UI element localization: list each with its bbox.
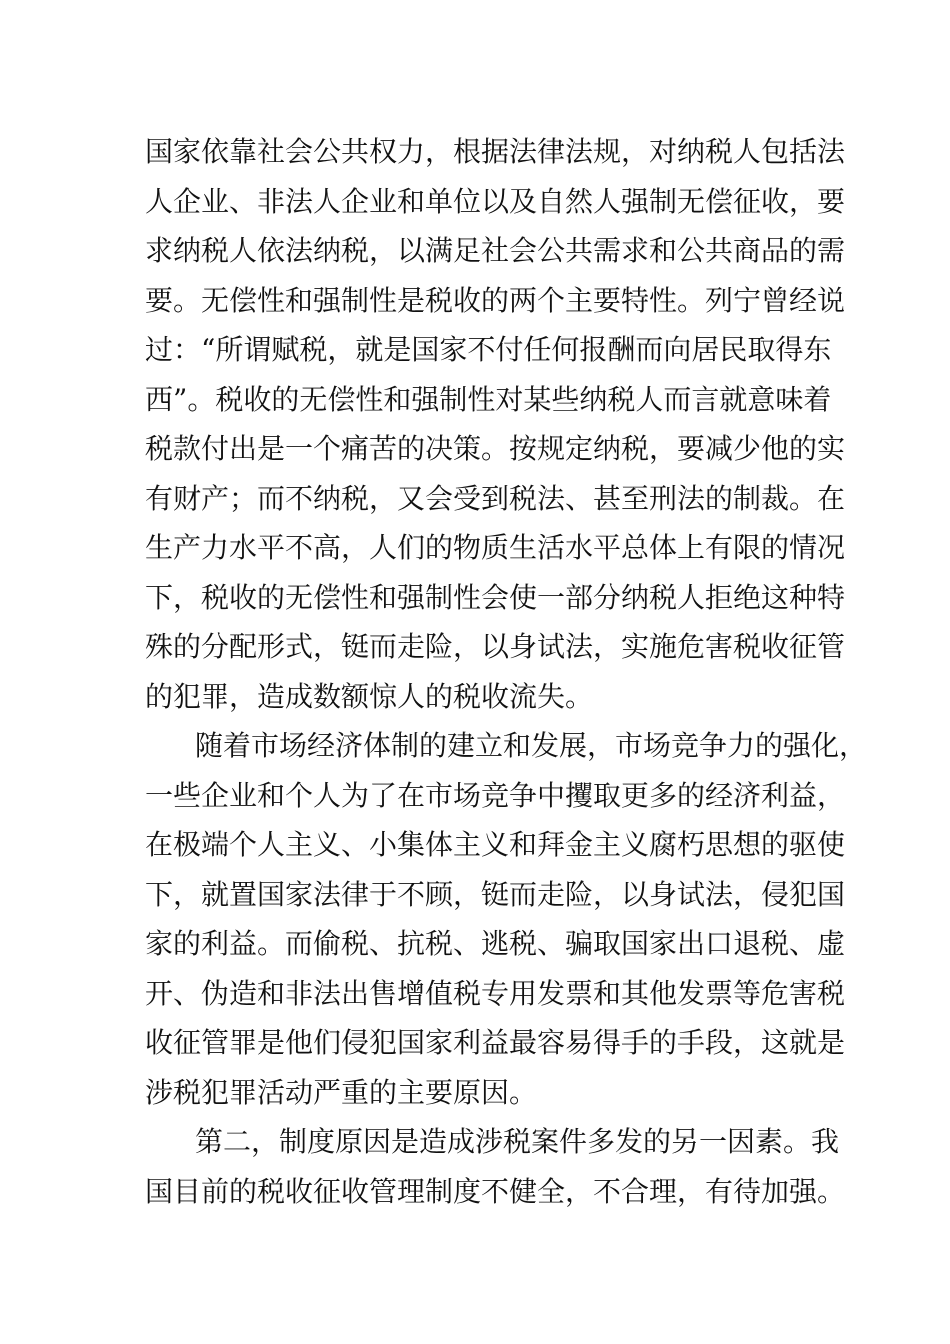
text-line: 求纳税人依法纳税，以满足社会公共需求和公共商品的需 bbox=[145, 234, 846, 267]
paragraph bbox=[145, 127, 846, 721]
document-body bbox=[145, 127, 868, 1216]
text-line: 人企业、非法人企业和单位以及自然人强制无偿征收，要 bbox=[145, 184, 846, 218]
text-line: 有财产；而不纳税，又会受到税法、甚至刑法的制裁。在 bbox=[145, 481, 846, 515]
text-line: 下，就置国家法律于不顾，铤而走险，以身试法，侵犯国 bbox=[145, 877, 846, 911]
text-line: 开、伪造和非法出售增值税专用发票和其他发票等危害税 bbox=[145, 976, 846, 1010]
text-line: 收征管罪是他们侵犯国家利益最容易得手的手段，这就是 bbox=[145, 1026, 846, 1059]
text-line: 要。无偿性和强制性是税收的两个主要特性。列宁曾经说 bbox=[145, 283, 846, 317]
text-line: 殊的分配形式，铤而走险，以身试法，实施危害税收征管 bbox=[145, 630, 846, 663]
text-line: 随着市场经济体制的建立和发展，市场竞争力的强化， bbox=[195, 729, 868, 762]
text-line: 涉税犯罪活动严重的主要原因。 bbox=[145, 1075, 538, 1109]
paragraph bbox=[145, 721, 868, 1117]
text-line: 国家依靠社会公共权力，根据法律法规，对纳税人包括法 bbox=[145, 135, 846, 168]
paragraph bbox=[145, 1117, 846, 1216]
text-line: 一些企业和个人为了在市场竞争中攫取更多的经济利益， bbox=[145, 778, 846, 812]
text-line: 过：“所谓赋税，就是国家不付任何报酬而向居民取得东 bbox=[145, 333, 832, 366]
text-line: 国目前的税收征收管理制度不健全，不合理，有待加强。 bbox=[145, 1174, 846, 1208]
text-line: 税款付出是一个痛苦的决策。按规定纳税，要减少他的实 bbox=[145, 432, 846, 465]
text-line: 家的利益。而偷税、抗税、逃税、骗取国家出口退税、虚 bbox=[145, 927, 846, 960]
text-line: 第二，制度原因是造成涉税案件多发的另一因素。我 bbox=[195, 1125, 840, 1158]
text-line: 生产力水平不高，人们的物质生活水平总体上有限的情况 bbox=[145, 531, 846, 564]
text-line: 西”。税收的无偿性和强制性对某些纳税人而言就意味着 bbox=[145, 382, 832, 416]
text-line: 的犯罪，造成数额惊人的税收流失。 bbox=[145, 679, 594, 713]
text-line: 在极端个人主义、小集体主义和拜金主义腐朽思想的驱使 bbox=[145, 828, 846, 861]
text-line: 下，税收的无偿性和强制性会使一部分纳税人拒绝这种特 bbox=[145, 580, 846, 614]
